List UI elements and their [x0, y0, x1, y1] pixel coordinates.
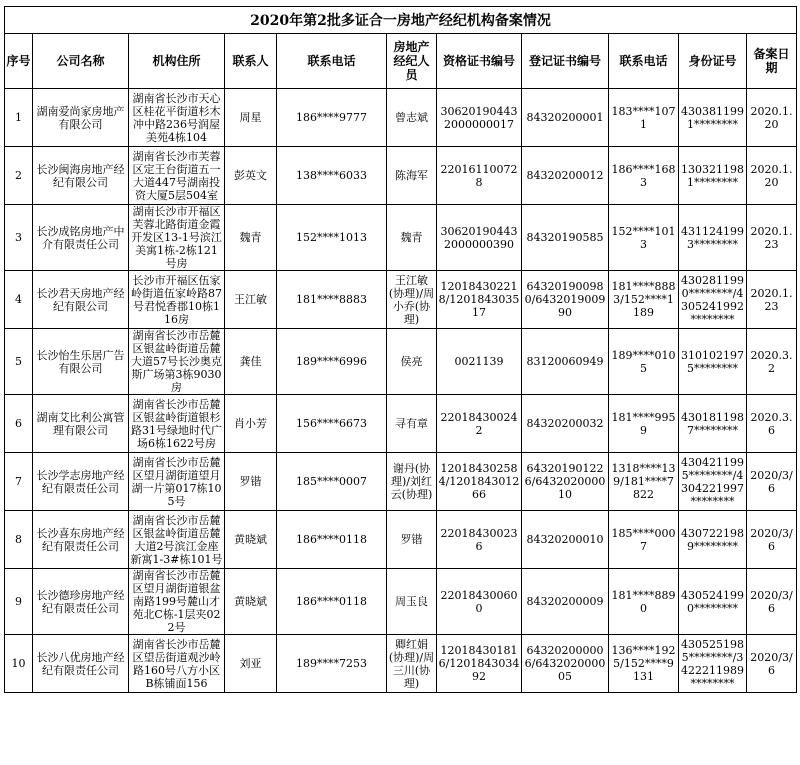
company-name: 湖南艾比利公寓管理有限公司: [33, 395, 129, 453]
contact-person: 周星: [225, 89, 277, 147]
agent-name: 谢丹(协理)/刘红云(协理): [387, 453, 437, 511]
id-number: 3101021975********: [679, 329, 747, 395]
id-number: 1303211981********: [679, 147, 747, 205]
table-row: [5, 89, 797, 147]
contact-phone: 185****0007: [277, 453, 387, 511]
registration-cert-number: 643201901226/643202000010: [522, 453, 609, 511]
row-number: 3: [5, 205, 33, 271]
contact-person: 王江敏: [225, 271, 277, 329]
filing-date: 2020.1.23: [747, 271, 797, 329]
contact-person: 罗锴: [225, 453, 277, 511]
row-number: 8: [5, 511, 33, 569]
agent-phone: 189****0105: [609, 329, 679, 395]
id-number: 4305241990********: [679, 569, 747, 635]
filing-table: [4, 6, 797, 693]
contact-phone: 181****8883: [277, 271, 387, 329]
company-name: 湖南爱尚家房地产有限公司: [33, 89, 129, 147]
filing-date: 2020/3/6: [747, 635, 797, 693]
agent-phone: 181****8890: [609, 569, 679, 635]
company-address: 湖南省长沙市岳麓区银盆岭街道银杉路31号绿地时代广场6栋1622号房: [129, 395, 225, 453]
header-no: 序号: [5, 34, 33, 89]
agent-name: 王江敏(协理)/周小乔(协理): [387, 271, 437, 329]
company-address: 湖南省长沙市岳麓区望月湖街道望月湖一片第017栋105号: [129, 453, 225, 511]
registration-cert-number: 643202000006/643202000005: [522, 635, 609, 693]
qualification-cert-number: 120184301816/120184303492: [437, 635, 522, 693]
row-number: 10: [5, 635, 33, 693]
header-address: 机构住所: [129, 34, 225, 89]
registration-cert-number: 84320200001: [522, 89, 609, 147]
header-contact: 联系人: [225, 34, 277, 89]
header-phone: 联系电话: [277, 34, 387, 89]
agent-name: 罗锴: [387, 511, 437, 569]
id-number: 4311241993********: [679, 205, 747, 271]
agent-name: 卿红娟(协理)/周三川(协理): [387, 635, 437, 693]
contact-phone: 152****1013: [277, 205, 387, 271]
company-address: 湖南省长沙市岳麓区银盆岭街道岳麓大道2号滨江金座新寓1-3#栋101号: [129, 511, 225, 569]
company-address: 长沙市开福区伍家岭街道伍家岭路87号君悦香郡10栋116房: [129, 271, 225, 329]
header-row: [5, 34, 797, 89]
company-name: 长沙君天房地产经纪有限公司: [33, 271, 129, 329]
header-company: 公司名称: [33, 34, 129, 89]
table-row: [5, 271, 797, 329]
row-number: 5: [5, 329, 33, 395]
company-name: 长沙成铭房地产中介有限责任公司: [33, 205, 129, 271]
header-date: 备案日期: [747, 34, 797, 89]
contact-phone: 186****0118: [277, 511, 387, 569]
id-number: 4307221989********: [679, 511, 747, 569]
filing-date: 2020/3/6: [747, 453, 797, 511]
table-row: [5, 453, 797, 511]
registration-cert-number: 83120060949: [522, 329, 609, 395]
company-name: 长沙怡生乐居广告有限公司: [33, 329, 129, 395]
registration-cert-number: 84320190585: [522, 205, 609, 271]
contact-person: 肖小芳: [225, 395, 277, 453]
company-address: 湖南省长沙市岳麓区望岳街道观沙岭路160号八方小区B栋铺面156: [129, 635, 225, 693]
row-number: 7: [5, 453, 33, 511]
contact-phone: 186****9777: [277, 89, 387, 147]
company-address: 湖南省长沙市岳麓区银盆岭街道岳麓大道57号长沙奥克斯广场第3栋9030房: [129, 329, 225, 395]
agent-phone: 181****8883/152****1189: [609, 271, 679, 329]
agent-name: 周玉良: [387, 569, 437, 635]
table-row: [5, 205, 797, 271]
header-reg-cert: 登记证书编号: [522, 34, 609, 89]
company-address: 湖南长沙市开福区芙蓉北路街道金霞开发区13-1号滨江美寓1栋-2栋121号房: [129, 205, 225, 271]
registration-cert-number: 643201900980/643201900990: [522, 271, 609, 329]
filing-date: 2020.1.20: [747, 147, 797, 205]
company-address: 湖南省长沙市芙蓉区定王台街道五一大道447号湖南投资大厦5层504室: [129, 147, 225, 205]
table-row: [5, 635, 797, 693]
row-number: 2: [5, 147, 33, 205]
agent-name: 曾志斌: [387, 89, 437, 147]
qualification-cert-number: 220161100728: [437, 147, 522, 205]
table-body: [5, 89, 797, 693]
company-address: 湖南省长沙市天心区桂花平街道杉木冲中路236号润屋美苑4栋104: [129, 89, 225, 147]
id-number: 4304211995********/4304221997********: [679, 453, 747, 511]
id-number: 4303811991********: [679, 89, 747, 147]
table-row: [5, 511, 797, 569]
contact-person: 龚佳: [225, 329, 277, 395]
filing-date: 2020/3/6: [747, 569, 797, 635]
filing-date: 2020.3.6: [747, 395, 797, 453]
row-number: 6: [5, 395, 33, 453]
qualification-cert-number: 0021139: [437, 329, 522, 395]
id-number: 4302811990********/4305241992********: [679, 271, 747, 329]
company-address: 湖南省长沙市岳麓区望月湖街道银盆南路199号麓山才苑北C栋-1层夹022号: [129, 569, 225, 635]
agent-phone: 152****1013: [609, 205, 679, 271]
registration-cert-number: 84320200012: [522, 147, 609, 205]
id-number: 4301811987********: [679, 395, 747, 453]
contact-phone: 189****7253: [277, 635, 387, 693]
contact-person: 魏青: [225, 205, 277, 271]
row-number: 4: [5, 271, 33, 329]
qualification-cert-number: 220184300236: [437, 511, 522, 569]
agent-phone: 136****1925/152****9131: [609, 635, 679, 693]
agent-name: 陈海军: [387, 147, 437, 205]
qualification-cert-number: 306201904432000000017: [437, 89, 522, 147]
header-id-no: 身份证号: [679, 34, 747, 89]
table-row: [5, 329, 797, 395]
registration-cert-number: 84320200009: [522, 569, 609, 635]
contact-person: 刘亚: [225, 635, 277, 693]
qualification-cert-number: 220184300242: [437, 395, 522, 453]
registration-cert-number: 84320200032: [522, 395, 609, 453]
header-agent-phone: 联系电话: [609, 34, 679, 89]
filing-date: 2020.1.20: [747, 89, 797, 147]
contact-phone: 186****0118: [277, 569, 387, 635]
contact-person: 彭英文: [225, 147, 277, 205]
filing-date: 2020.3.2: [747, 329, 797, 395]
contact-phone: 156****6673: [277, 395, 387, 453]
registration-cert-number: 84320200010: [522, 511, 609, 569]
company-name: 长沙德珍房地产经纪有限责任公司: [33, 569, 129, 635]
contact-person: 黄晓斌: [225, 511, 277, 569]
contact-person: 黄晓斌: [225, 569, 277, 635]
agent-phone: 186****1683: [609, 147, 679, 205]
table-row: [5, 147, 797, 205]
header-agent: 房地产经纪人员: [387, 34, 437, 89]
agent-phone: 181****9959: [609, 395, 679, 453]
row-number: 1: [5, 89, 33, 147]
qualification-cert-number: 120184302218/120184303517: [437, 271, 522, 329]
row-number: 9: [5, 569, 33, 635]
table-row: [5, 569, 797, 635]
filing-date: 2020/3/6: [747, 511, 797, 569]
agent-name: 魏青: [387, 205, 437, 271]
qualification-cert-number: 120184302584/120184301266: [437, 453, 522, 511]
filing-date: 2020.1.23: [747, 205, 797, 271]
agent-name: 侯亮: [387, 329, 437, 395]
company-name: 长沙学志房地产经纪有限责任公司: [33, 453, 129, 511]
agent-name: 寻有章: [387, 395, 437, 453]
qualification-cert-number: 306201904432000000390: [437, 205, 522, 271]
company-name: 长沙八优房地产经纪有限责任公司: [33, 635, 129, 693]
agent-phone: 1318****139/181****7822: [609, 453, 679, 511]
contact-phone: 189****6996: [277, 329, 387, 395]
agent-phone: 185****0007: [609, 511, 679, 569]
company-name: 长沙闽海房地产经纪有限公司: [33, 147, 129, 205]
table-title: 2020年第2批多证合一房地产经纪机构备案情况: [5, 7, 797, 34]
table-row: [5, 395, 797, 453]
contact-phone: 138****6033: [277, 147, 387, 205]
qualification-cert-number: 220184300600: [437, 569, 522, 635]
header-qual-cert: 资格证书编号: [437, 34, 522, 89]
agent-phone: 183****1071: [609, 89, 679, 147]
company-name: 长沙喜东房地产经纪有限责任公司: [33, 511, 129, 569]
id-number: 4305251985********/3422211989********: [679, 635, 747, 693]
